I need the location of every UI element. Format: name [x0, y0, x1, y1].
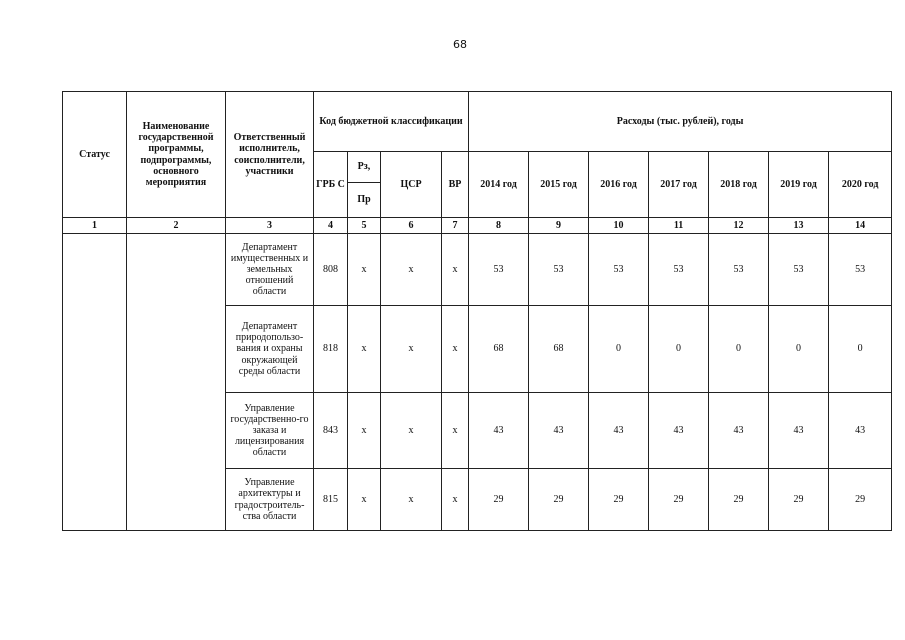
- header-year-2020: 2020 год: [829, 152, 892, 218]
- column-number: 7: [442, 218, 469, 234]
- header-pr: Пр: [348, 183, 381, 218]
- column-number: 12: [709, 218, 769, 234]
- header-rz: Рз,: [348, 152, 381, 183]
- page-number: 68: [453, 38, 467, 51]
- grbs-cell: 808: [314, 234, 348, 306]
- grbs-cell: 843: [314, 393, 348, 469]
- header-grbs: ГРБ С: [314, 152, 348, 218]
- header-year-2015: 2015 год: [529, 152, 589, 218]
- budget-table: [62, 91, 892, 531]
- expense-value-cell: 29: [709, 469, 769, 531]
- expense-value-cell: 43: [649, 393, 709, 469]
- column-number: 5: [348, 218, 381, 234]
- header-vr: ВР: [442, 152, 469, 218]
- rzpr-cell: х: [348, 393, 381, 469]
- header-year-2018: 2018 год: [709, 152, 769, 218]
- header-executor: Ответственный исполнитель, соисполнители, участники: [226, 92, 314, 218]
- csr-cell: х: [381, 469, 442, 531]
- program-name-cell: [127, 234, 226, 531]
- executor-cell: Управление архитектуры и градостроитель-ства области: [226, 469, 314, 531]
- expense-value-cell: 53: [589, 234, 649, 306]
- expense-value-cell: 29: [529, 469, 589, 531]
- column-number: 10: [589, 218, 649, 234]
- expense-value-cell: 53: [829, 234, 892, 306]
- rzpr-cell: х: [348, 469, 381, 531]
- column-number: 4: [314, 218, 348, 234]
- expense-value-cell: 43: [769, 393, 829, 469]
- expense-value-cell: 0: [649, 306, 709, 393]
- header-year-2017: 2017 год: [649, 152, 709, 218]
- header-year-2014: 2014 год: [469, 152, 529, 218]
- expense-value-cell: 53: [469, 234, 529, 306]
- grbs-cell: 815: [314, 469, 348, 531]
- header-status: Статус: [63, 92, 127, 218]
- column-number: 6: [381, 218, 442, 234]
- column-number-row: [63, 218, 892, 234]
- column-number: 2: [127, 218, 226, 234]
- expense-value-cell: 53: [529, 234, 589, 306]
- csr-cell: х: [381, 234, 442, 306]
- csr-cell: х: [381, 306, 442, 393]
- vr-cell: х: [442, 234, 469, 306]
- column-number: 9: [529, 218, 589, 234]
- expense-value-cell: 53: [649, 234, 709, 306]
- grbs-cell: 818: [314, 306, 348, 393]
- column-number: 13: [769, 218, 829, 234]
- expense-value-cell: 43: [469, 393, 529, 469]
- expense-value-cell: 0: [769, 306, 829, 393]
- rzpr-cell: х: [348, 234, 381, 306]
- rzpr-cell: х: [348, 306, 381, 393]
- header-year-2019: 2019 год: [769, 152, 829, 218]
- expense-value-cell: 29: [769, 469, 829, 531]
- vr-cell: х: [442, 393, 469, 469]
- expense-value-cell: 43: [529, 393, 589, 469]
- header-year-2016: 2016 год: [589, 152, 649, 218]
- expense-value-cell: 43: [829, 393, 892, 469]
- column-number: 1: [63, 218, 127, 234]
- expense-value-cell: 0: [589, 306, 649, 393]
- header-budget-code: Код бюджетной классификации: [314, 92, 469, 152]
- header-row-top: [63, 92, 892, 152]
- expense-value-cell: 53: [769, 234, 829, 306]
- column-number: 11: [649, 218, 709, 234]
- header-csr: ЦСР: [381, 152, 442, 218]
- vr-cell: х: [442, 306, 469, 393]
- header-expenses: Расходы (тыс. рублей), годы: [469, 92, 892, 152]
- expense-value-cell: 68: [469, 306, 529, 393]
- executor-cell: Департамент природопользо-вания и охраны окружающей среды области: [226, 306, 314, 393]
- status-cell: [63, 234, 127, 531]
- column-number: 3: [226, 218, 314, 234]
- csr-cell: х: [381, 393, 442, 469]
- column-number: 14: [829, 218, 892, 234]
- table-row: [63, 234, 892, 306]
- executor-cell: Управление государственно-го заказа и лицензирования области: [226, 393, 314, 469]
- expense-value-cell: 29: [829, 469, 892, 531]
- expense-value-cell: 29: [649, 469, 709, 531]
- expense-value-cell: 0: [829, 306, 892, 393]
- executor-cell: Департамент имущественных и земельных отношений области: [226, 234, 314, 306]
- expense-value-cell: 43: [709, 393, 769, 469]
- header-program-name: Наименование государственной программы, подпрограммы, основного мероприятия: [127, 92, 226, 218]
- expense-value-cell: 53: [709, 234, 769, 306]
- expense-value-cell: 43: [589, 393, 649, 469]
- expense-value-cell: 68: [529, 306, 589, 393]
- vr-cell: х: [442, 469, 469, 531]
- expense-value-cell: 0: [709, 306, 769, 393]
- expense-value-cell: 29: [469, 469, 529, 531]
- column-number: 8: [469, 218, 529, 234]
- expense-value-cell: 29: [589, 469, 649, 531]
